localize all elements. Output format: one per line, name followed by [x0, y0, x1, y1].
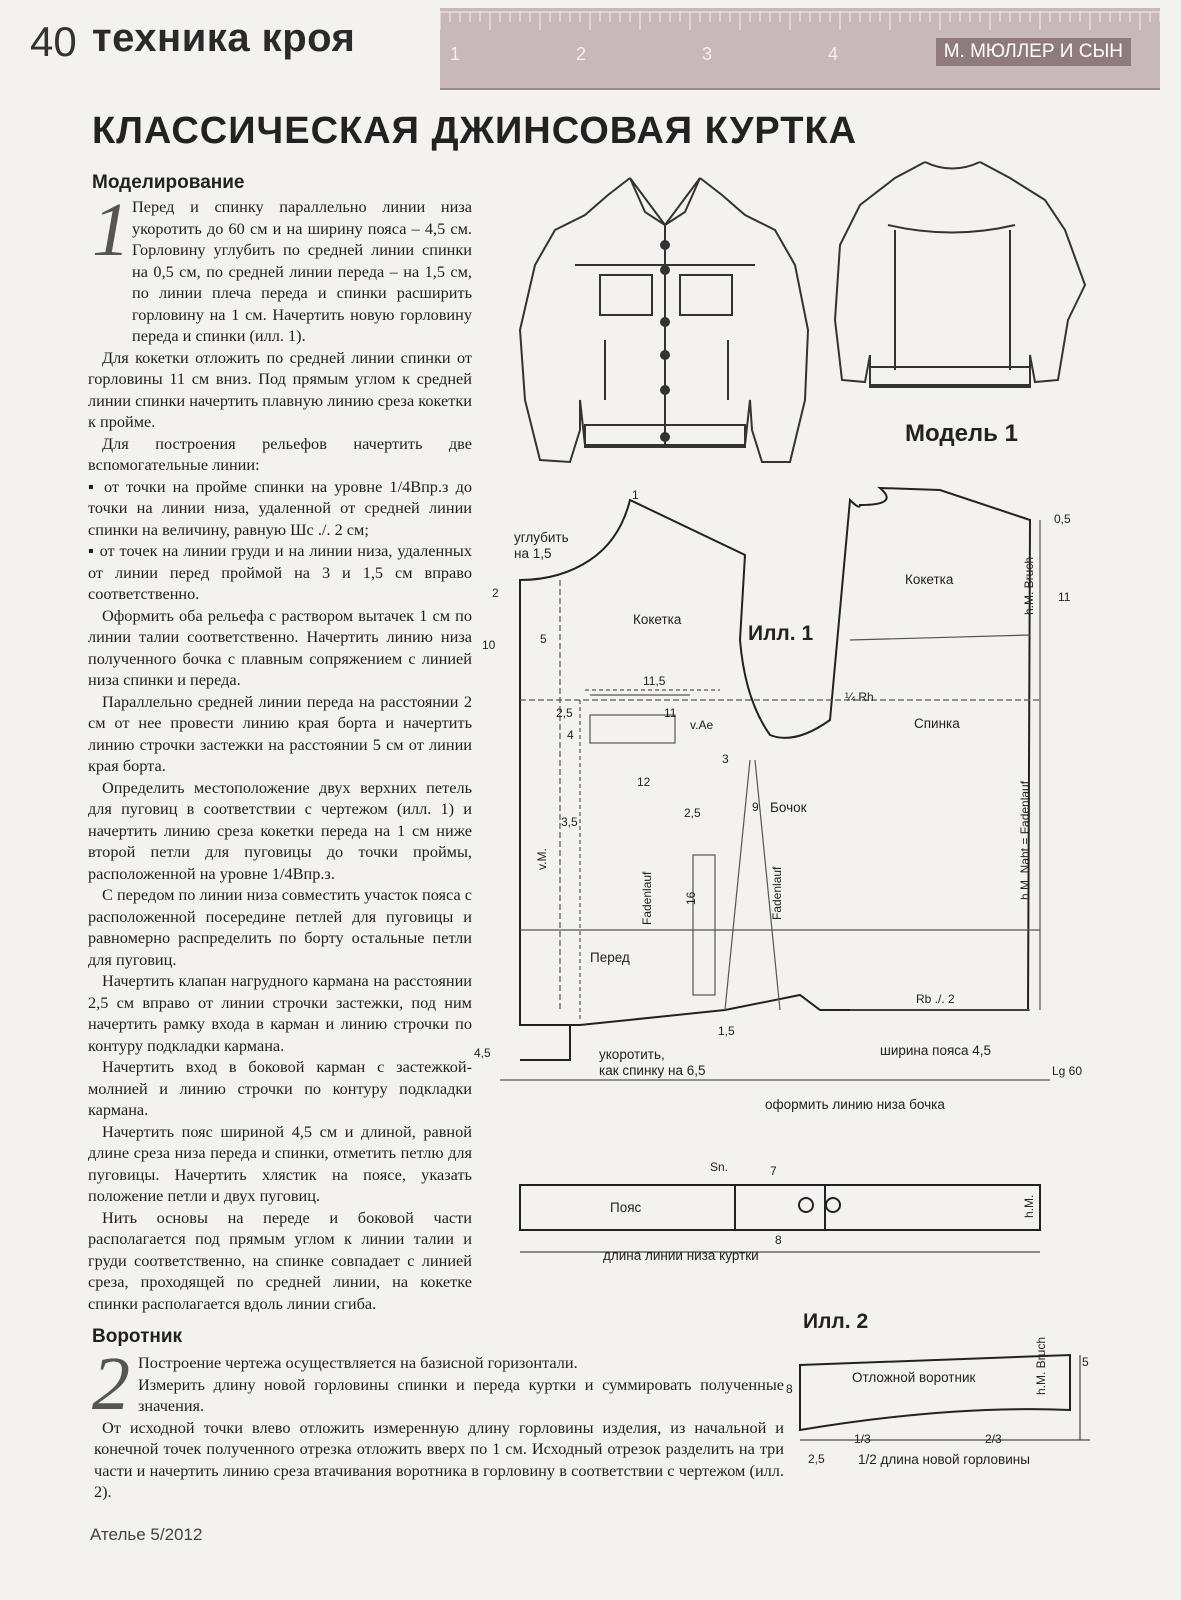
label-belt: Пояс	[610, 1200, 642, 1215]
dim-label: 4,5	[474, 1046, 491, 1060]
label-hem-side: оформить линию низа бочка	[765, 1097, 945, 1112]
label-collar-name: Отложной воротник	[852, 1370, 976, 1385]
paragraph: Нить основы на переде и боковой части располагается под прямым углом к линии талии и груди соответственно, на спинке совпадает с линией среза, проходящей по средней линии, на кокетке спинки располагается вдоль линии сгиба.	[88, 1207, 472, 1313]
label-belt-length: длина линии низа куртки	[603, 1248, 759, 1263]
label-collar-length: 1/2 длина новой горловины	[858, 1452, 1030, 1467]
dim-label: 7	[770, 1164, 777, 1178]
label-side: Бочок	[770, 800, 807, 815]
label-waistband-width: ширина пояса 4,5	[880, 1043, 992, 1058]
paragraph: От исходной точки влево отложить измеренную длину горловины изделия, из начальной и конечной точек полученного отрезка отложить вверх по 1 см. Исходный отрезок разделить на три части и начертить линию среза втачивания воротника в горловину в соответствии с чертежом (илл. 2).	[94, 1417, 784, 1501]
label-hm-bruch: h.M. Bruch	[1022, 556, 1036, 615]
paragraph: Перед и спинку параллельно линии низа укоротить до 60 см и на ширину пояса – 4,5 см. Горловину углубить по средней линии спинки на 0,5 см, по средней линии переда – на 1,5 см, по линии плеча переда и спинки расширить горловину на 1 см. Начертить новую горловину переда и спинки (илл. 1).	[132, 197, 472, 345]
page-number: 40	[30, 18, 77, 65]
dim-label: 5	[540, 632, 547, 646]
label-shorten-2: как спинку на 6,5	[599, 1063, 706, 1078]
paragraph: Начертить пояс шириной 4,5 см и длиной, равной длине среза низа переда и спинки, отметить петлю для пуговицы. Начертить хлястик на поясе, указать положение петли и двух пуговиц.	[88, 1121, 472, 1205]
label-vm: v.M.	[535, 848, 549, 870]
label-hm: h.M.	[1022, 1194, 1036, 1218]
label-hm-naht: h.M. Naht = Fadenlauf	[1018, 780, 1032, 900]
label-fadenlauf-side: Fadenlauf	[770, 866, 784, 920]
paragraph: Для построения рельефов начертить две вспомогательные линии:	[88, 433, 472, 474]
jacket-back-sketch	[835, 162, 1085, 387]
jacket-front-sketch	[520, 178, 808, 462]
dim-label: 11,5	[643, 674, 666, 688]
dim-label: 5	[1082, 1355, 1089, 1369]
dim-label: 8	[775, 1233, 782, 1247]
label-shorten: укоротить,	[599, 1047, 665, 1062]
ill-2-label: Илл. 2	[803, 1310, 869, 1333]
dim-label: 16	[684, 891, 698, 905]
dim-label: 10	[482, 638, 496, 652]
footer-issue: Ателье 5/2012	[90, 1525, 203, 1544]
label-front: Перед	[590, 950, 630, 965]
bullet-item: ▪ от точки на пройме спинки на уровне 1/4Впр.з до точки на линии низа, удаленной от средней линии спинки на величину, равную Шс ./. 2 см;	[88, 476, 472, 541]
paragraph: Параллельно средней линии переда на расстоянии 2 см от нее провести линию края борта и начертить линию строчки застежки на расстоянии 5 см от линии края борта.	[88, 691, 472, 775]
brand-badge: М. МЮЛЛЕР И СЫН	[936, 38, 1131, 66]
dim-label: 8	[786, 1382, 793, 1396]
dim-label: 2,5	[556, 706, 573, 720]
dim-label: 2	[492, 586, 499, 600]
paragraph: Измерить длину новой горловины спинки и переда куртки и суммировать полученные значения.	[138, 1374, 784, 1415]
label-back: Спинка	[914, 716, 960, 731]
step-number-1: 1	[92, 188, 130, 272]
label-lg60: Lg 60	[1052, 1064, 1083, 1078]
paragraph: Построение чертежа осуществляется на базисной горизонтали.	[138, 1353, 578, 1372]
modeling-heading: Моделирование	[92, 172, 245, 193]
dim-label: 1	[632, 488, 639, 502]
label-fadenlauf-front: Fadenlauf	[640, 871, 654, 925]
label-quarter-rh: ¼ Rh	[845, 690, 874, 704]
label-sn: Sn.	[710, 1160, 729, 1174]
dim-label: 0,5	[1054, 512, 1071, 526]
ruler-mark: 2	[576, 44, 587, 64]
ruler-mark: 4	[828, 44, 839, 64]
label-va: v.Ae	[690, 718, 714, 732]
model-label: Модель 1	[905, 420, 1018, 447]
collar-heading: Воротник	[92, 1326, 183, 1347]
dim-label: 2,5	[684, 806, 701, 820]
dim-label: 1/3	[854, 1432, 871, 1446]
label-rb2: Rb ./. 2	[916, 992, 955, 1006]
label-yoke-front: Кокетка	[633, 612, 682, 627]
paragraph: Начертить вход в боковой карман с застежкой-молнией и линию строчки по контуру подкладки кармана.	[88, 1057, 472, 1119]
dim-label: 11	[1058, 590, 1071, 604]
dim-label: 9	[752, 800, 759, 814]
label-deepen: углубить	[514, 530, 569, 545]
dim-label: 3	[722, 752, 729, 766]
paragraph: С передом по линии низа совместить участок пояса с расположенной посередине петлей для пуговицы и равномерно распределить по борту остальные петли для пуговиц.	[88, 885, 472, 969]
label-hm-bruch-collar: h.M. Bruch	[1034, 1336, 1048, 1395]
section-title: техника кроя	[92, 16, 356, 60]
ruler-mark: 3	[702, 44, 713, 64]
bullet-item: ▪ от точек на линии груди и на линии низа, удаленных от линии перед проймой на 3 и 1,5 см вправо соответственно.	[88, 540, 472, 605]
dim-label: 1,5	[718, 1024, 735, 1038]
dim-label: 4	[567, 728, 574, 742]
pattern-ill-1	[520, 488, 1030, 1060]
article-title: КЛАССИЧЕСКАЯ ДЖИНСОВАЯ КУРТКА	[92, 110, 858, 152]
ill-1-label: Илл. 1	[748, 622, 814, 645]
dim-label: 11	[664, 706, 677, 720]
paragraph: Начертить клапан нагрудного кармана на расстоянии 2,5 см вправо от линии строчки застежки, под ним начертить рамку входа в карман и линию строчки по контуру подкладки кармана.	[88, 971, 472, 1055]
dim-label: 2/3	[985, 1432, 1002, 1446]
label-yoke-back: Кокетка	[905, 572, 954, 587]
dim-label: 12	[637, 775, 651, 789]
dim-label: 2,5	[808, 1452, 825, 1466]
paragraph: Для кокетки отложить по средней линии спинки от горловины 11 см вниз. Под прямым углом к средней линии спинки начертить плавную линию среза кокетки к пройме.	[88, 347, 472, 431]
label-deepen-value: на 1,5	[514, 546, 552, 561]
paragraph: Определить местоположение двух верхних петель для пуговиц в соответствии с чертежом (илл. 1) и начертить линию среза кокетки переда на 1 см ниже второй петли для пуговицы до точки проймы, расположенной на уровне 1/4Впр.з.	[88, 777, 472, 883]
dim-label: 3,5	[561, 815, 578, 829]
ruler-mark: 1	[450, 44, 461, 64]
step-number-2: 2	[92, 1342, 130, 1426]
paragraph: Оформить оба рельефа с раствором вытачек 1 см по линии талии соответственно. Начертить линию низа полученного бочка с плавным сопряжением с линией низа спинки и переда.	[88, 605, 472, 689]
